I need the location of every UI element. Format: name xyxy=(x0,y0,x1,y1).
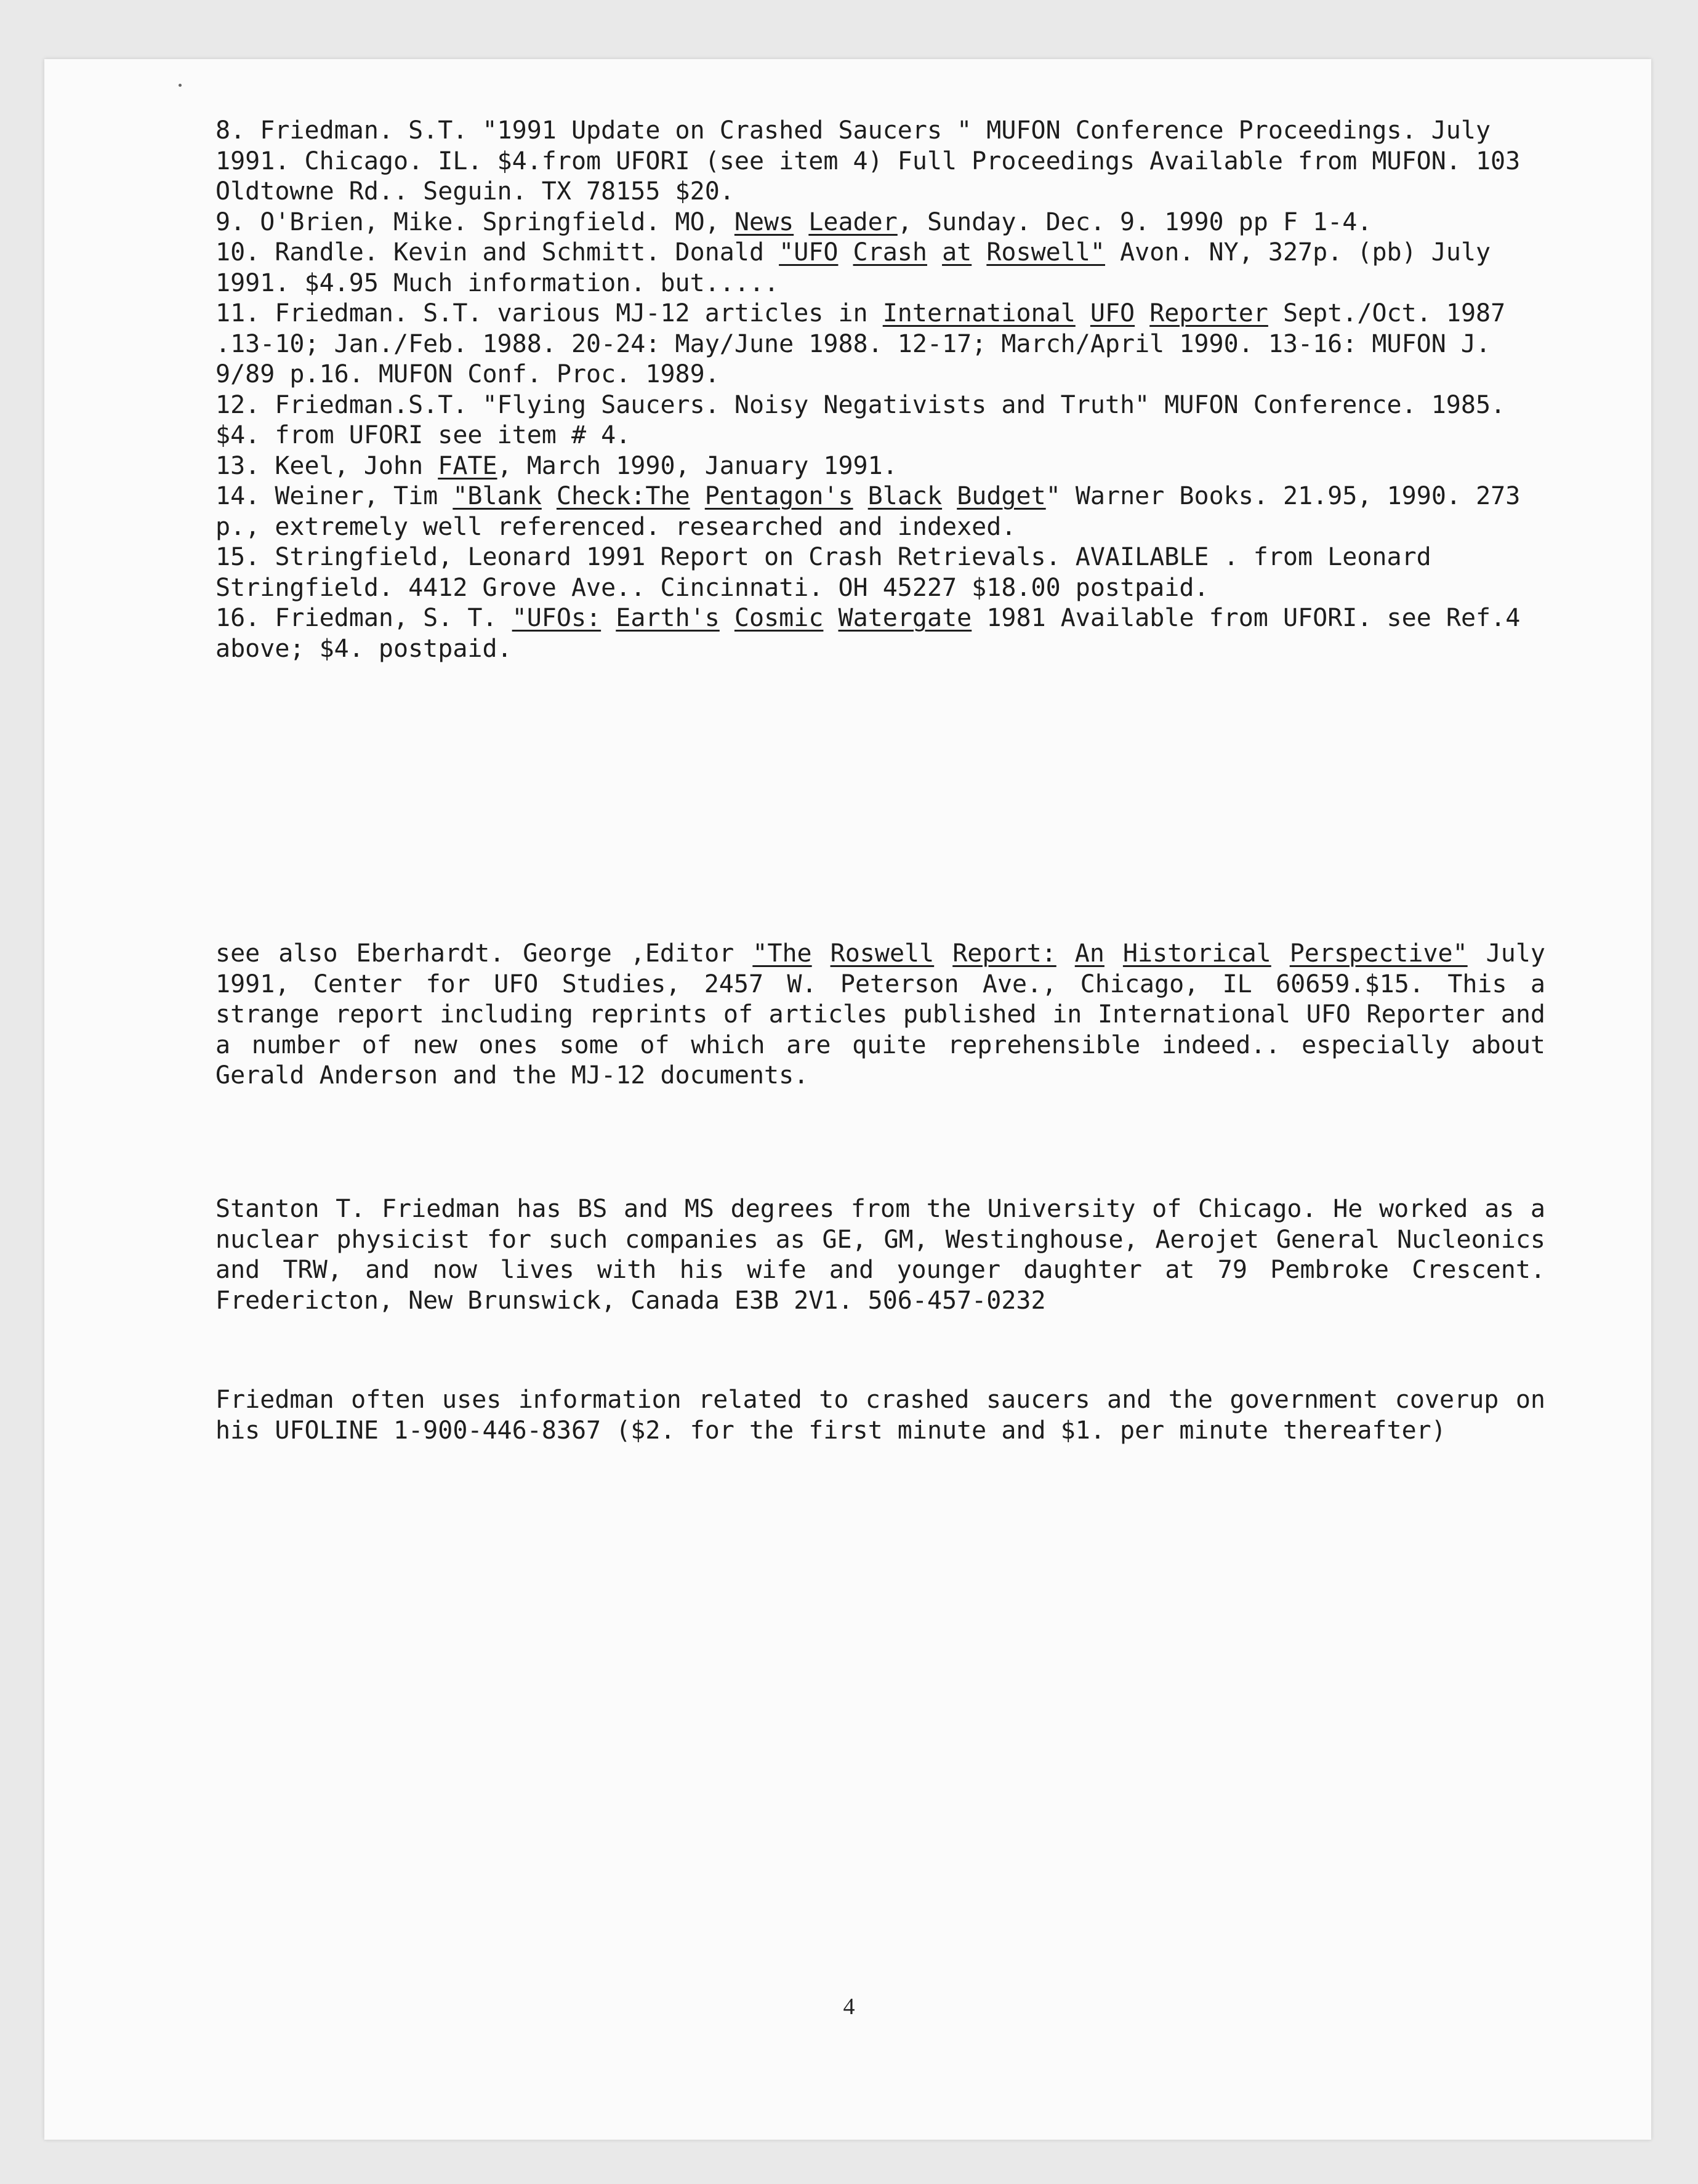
underlined-title-text: Check:The xyxy=(556,482,690,510)
reference-entry xyxy=(215,603,1545,664)
underlined-title-text: Crash xyxy=(853,238,927,267)
text-run xyxy=(942,482,957,510)
underlined-title-text: Watergate xyxy=(838,604,972,632)
ufoline-paragraph: Friedman often uses information related to crashed saucers and the government coverup on his UFOLINE 1-900-446-8367 ($2. for the first minute and $1. per minute thereafter) xyxy=(215,1386,1545,1445)
underlined-title-text: Earth's xyxy=(616,604,720,632)
text-run: " Warner Books. 21.95, 1990. 273 p., extremely well referenced. researched and indexed. xyxy=(215,482,1521,541)
reference-entry xyxy=(215,299,1545,390)
underlined-title-text: "UFO xyxy=(779,238,839,267)
text-run: 9. O'Brien, Mike. Springfield. MO, xyxy=(215,207,734,236)
underlined-title-text: Cosmic xyxy=(734,604,824,632)
reference-entry xyxy=(215,116,1545,207)
underlined-title-text: Historical xyxy=(1122,939,1271,968)
reference-entry xyxy=(215,238,1545,299)
text-run xyxy=(1105,939,1123,968)
underlined-title-text: "Blank xyxy=(453,482,542,510)
reference-list xyxy=(215,116,1545,664)
underlined-title-text: Roswell xyxy=(830,939,935,968)
underlined-title-text: An xyxy=(1074,939,1105,968)
underlined-title-text: Report: xyxy=(952,939,1056,968)
text-run: 13. Keel, John xyxy=(215,451,438,480)
text-run: , March 1990, January 1991. xyxy=(497,451,898,480)
text-run: 14. Weiner, Tim xyxy=(215,482,453,510)
text-run xyxy=(934,939,952,968)
underlined-title-text: FATE xyxy=(438,451,497,480)
text-run: Sept./Oct. 1987 .13-10; Jan./Feb. 1988. 20-24: May/June 1988. 12-17; March/April 1990. 13-16: MUFON J. 9/89 p.16. MUFON Conf. Proc. 1989. xyxy=(215,299,1506,388)
underlined-title-text: "The xyxy=(752,939,812,968)
underlined-title-text: "UFOs: xyxy=(512,604,602,632)
underlined-title-text: Pentagon's xyxy=(704,482,853,510)
reference-entry xyxy=(215,390,1545,451)
text-run: 10. Randle. Kevin and Schmitt. Donald xyxy=(215,238,779,267)
underlined-title-text: News xyxy=(734,207,794,236)
underlined-title-text: Leader xyxy=(808,207,898,236)
underlined-title-text: at xyxy=(942,238,972,267)
reference-entry xyxy=(215,451,1545,482)
reference-entry xyxy=(215,481,1545,542)
underlined-title-text: Reporter xyxy=(1149,299,1268,327)
underlined-title-text: Black xyxy=(867,482,943,510)
text-run xyxy=(1135,299,1149,327)
text-run: 15. Stringfield, Leonard 1991 Report on Crash Retrievals. AVAILABLE . from Leonard Stringfield. 4412 Grove Ave.. Cincinnati. OH 45227 $18.00 postpaid. xyxy=(215,543,1431,602)
speck-mark xyxy=(179,84,182,87)
text-run xyxy=(812,939,831,968)
text-run xyxy=(927,238,942,267)
page-number: 4 xyxy=(843,1994,855,2020)
reference-entry xyxy=(215,542,1545,603)
author-bio-paragraph: Stanton T. Friedman has BS and MS degrees from the University of Chicago. He worked as a nuclear physicist for such companies as GE, GM, Westinghouse, Aerojet General Nucleonics and TRW, and now lives with his wife and younger daughter at 79 Pembroke Crescent. Fredericton, New Brunswick, Canada E3B 2V1. 506-457-0232 xyxy=(215,1195,1545,1315)
text-run xyxy=(838,238,853,267)
text-run: 11. Friedman. S.T. various MJ-12 articles in xyxy=(215,299,883,327)
text-run xyxy=(1076,299,1090,327)
underlined-title-text: Perspective" xyxy=(1289,939,1468,968)
text-run xyxy=(542,482,557,510)
text-run: 16. Friedman, S. T. xyxy=(215,604,512,632)
see-also-paragraph xyxy=(215,939,1545,1091)
text-run: July 1991, Center for UFO Studies, 2457 W. Peterson Ave., Chicago, IL 60659.$15. This a strange report including reprints of articles published in International UFO Reporter and a number of new ones some of which are quite reprehensible indeed.. especially about Gerald Anderson and the MJ-12 documents. xyxy=(215,939,1546,1090)
text-run xyxy=(1056,939,1075,968)
text-run: 12. Friedman.S.T. "Flying Saucers. Noisy Negativists and Truth" MUFON Conference. 1985. $4. from UFORI see item # 4. xyxy=(215,390,1506,449)
text-run xyxy=(972,238,986,267)
text-run xyxy=(823,604,838,632)
text-run: see also Eberhardt. George ,Editor xyxy=(215,939,753,968)
text-run xyxy=(720,604,734,632)
text-run xyxy=(690,482,705,510)
reference-entry xyxy=(215,207,1545,238)
text-run: Avon. NY, 327p. (pb) July 1991. $4.95 Much information. but..... xyxy=(215,238,1491,297)
text-run: 1981 Available from UFORI. see Ref.4 above; $4. postpaid. xyxy=(215,604,1521,663)
text-run xyxy=(853,482,868,510)
underlined-title-text: UFO xyxy=(1090,299,1135,327)
underlined-title-text: International xyxy=(882,299,1076,327)
text-run xyxy=(1271,939,1290,968)
underlined-title-text: Budget xyxy=(957,482,1046,510)
underlined-title-text: Roswell" xyxy=(986,238,1105,267)
text-run xyxy=(601,604,616,632)
text-run xyxy=(794,208,808,236)
text-run: 8. Friedman. S.T. "1991 Update on Crashed Saucers " MUFON Conference Proceedings. July 1991. Chicago. IL. $4.from UFORI (see item 4) Full Proceedings Available from MUFON. 103 Oldtowne Rd.. Seguin. TX 78155 $20. xyxy=(215,116,1521,206)
text-run: , Sunday. Dec. 9. 1990 pp F 1-4. xyxy=(897,207,1372,236)
